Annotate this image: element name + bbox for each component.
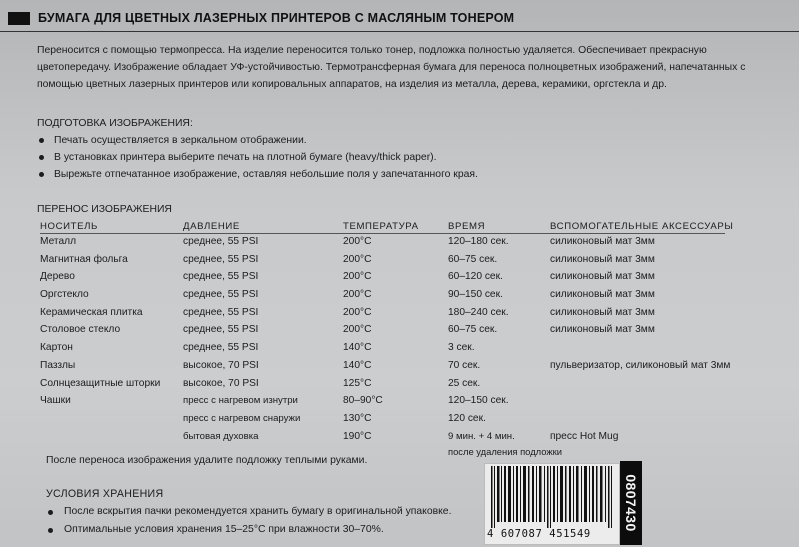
bullet-icon bbox=[39, 172, 44, 177]
preparation-list bbox=[37, 132, 478, 183]
sku-number: 0807430 bbox=[623, 474, 639, 532]
table-row: Солнцезащитные шторки высокое, 70 PSI 125°C 25 сек. bbox=[40, 377, 481, 389]
column-header-carrier: НОСИТЕЛЬ bbox=[40, 221, 98, 232]
preparation-title: ПОДГОТОВКА ИЗОБРАЖЕНИЯ: bbox=[37, 118, 193, 129]
transfer-table bbox=[40, 219, 760, 459]
bullet-icon bbox=[39, 138, 44, 143]
table-row: Картон среднее, 55 PSI 140°C 3 сек. bbox=[40, 342, 475, 354]
bullet-icon bbox=[39, 155, 44, 160]
table-row: Чашки пресс с нагревом изнутри 80–90°C 120–150 сек. bbox=[40, 395, 509, 407]
table-row: Оргстекло среднее, 55 PSI 200°C 90–150 сек. силиконовый мат 3мм bbox=[40, 289, 655, 301]
table-row: бытовая духовка 190°C 9 мин. + 4 мин. пресс Hot Mug bbox=[183, 430, 619, 442]
table-row: Дерево среднее, 55 PSI 200°C 60–120 сек. силиконовый мат 3мм bbox=[40, 271, 655, 283]
storage-title: УСЛОВИЯ ХРАНЕНИЯ bbox=[46, 488, 164, 500]
barcode-bars-icon bbox=[489, 466, 615, 528]
page-title: БУМАГА ДЛЯ ЦВЕТНЫХ ЛАЗЕРНЫХ ПРИНТЕРОВ С МАСЛЯНЫМ ТОНЕРОМ bbox=[38, 11, 515, 25]
column-header-accessories: ВСПОМОГАТЕЛЬНЫЕ АКСЕССУАРЫ bbox=[550, 221, 734, 232]
list-item: Печать осуществляется в зеркальном отображении. bbox=[37, 132, 478, 149]
intro-line-1: Переносится с помощью термопресса. На изделие переносится только тонер, подложка полностью удаляется. Обеспечивает прекрасную bbox=[37, 45, 707, 56]
column-header-temperature: ТЕМПЕРАТУРА bbox=[343, 221, 419, 232]
header-divider bbox=[0, 31, 799, 32]
list-item: Вырежьте отпечатанное изображение, оставляя небольшие поля у запечатанного края. bbox=[37, 166, 478, 183]
table-row: пресс с нагревом снаружи 130°C 120 сек. bbox=[183, 412, 486, 424]
table-row: Металл среднее, 55 PSI 200°C 120–180 сек. силиконовый мат 3мм bbox=[40, 236, 655, 247]
sku-label bbox=[620, 461, 642, 545]
bullet-icon bbox=[48, 528, 53, 533]
list-item: Оптимальные условия хранения 15–25°C при влажности 30–70%. bbox=[46, 521, 451, 539]
header bbox=[0, 8, 799, 30]
table-row: Керамическая плитка среднее, 55 PSI 200°C 180–240 сек. силиконовый мат 3мм bbox=[40, 306, 655, 318]
barcode-number: 4 607087 451549 bbox=[487, 528, 591, 540]
table-row: Магнитная фольга среднее, 55 PSI 200°C 60–75 сек. силиконовый мат 3мм bbox=[40, 253, 655, 265]
list-item: В установках принтера выберите печать на плотной бумаге (heavy/thick paper). bbox=[37, 149, 478, 166]
storage-list bbox=[46, 503, 451, 539]
table-footnote: после удаления подложки bbox=[448, 446, 562, 458]
intro-line-2: цветопередачу. Изображение обладает УФ-устойчивостью. Термотрансферная бумага для переноса полноцветных изображений, напечатанных с bbox=[37, 62, 746, 73]
after-transfer-note: После переноса изображения удалите подложку теплыми руками. bbox=[46, 455, 368, 466]
transfer-title: ПЕРЕНОС ИЗОБРАЖЕНИЯ bbox=[37, 204, 172, 215]
header-marker bbox=[8, 12, 30, 25]
intro-line-3: помощью цветных лазерных принтеров или копировальных аппаратов, на изделия из металла, дерева, керамики, оргстекла и др. bbox=[37, 79, 667, 90]
column-header-time: ВРЕМЯ bbox=[448, 221, 486, 232]
column-header-pressure: ДАВЛЕНИЕ bbox=[183, 221, 240, 232]
table-header bbox=[40, 219, 760, 234]
intro-paragraph bbox=[37, 42, 782, 93]
table-row: Паззлы высокое, 70 PSI 140°C 70 сек. пульверизатор, силиконовый мат 3мм bbox=[40, 359, 731, 371]
list-item: После вскрытия пачки рекомендуется хранить бумагу в оригинальной упаковке. bbox=[46, 503, 451, 521]
barcode bbox=[484, 463, 620, 545]
table-row: Столовое стекло среднее, 55 PSI 200°C 60–75 сек. силиконовый мат 3мм bbox=[40, 324, 655, 336]
bullet-icon bbox=[48, 510, 53, 515]
